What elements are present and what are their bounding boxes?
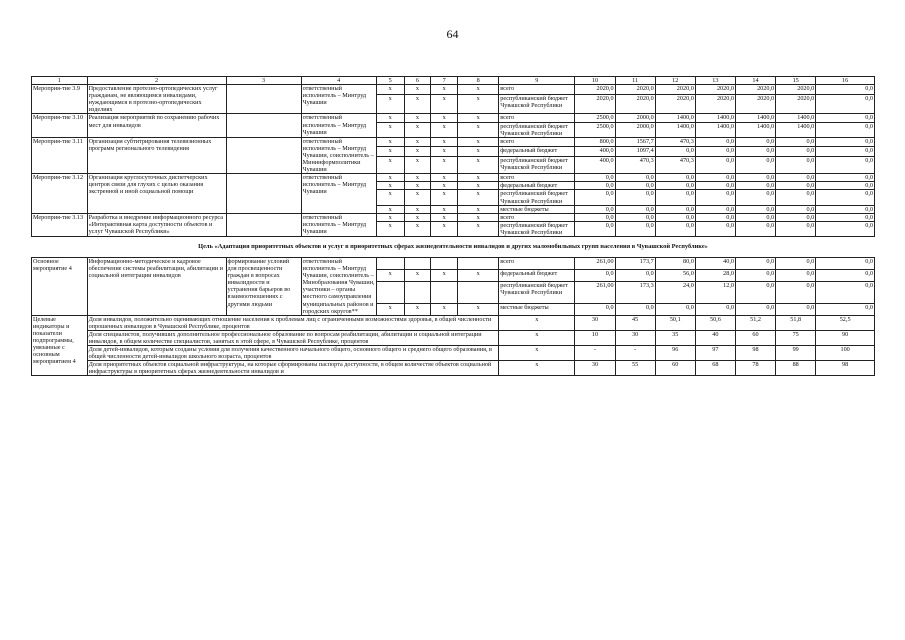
funding-source: федеральный бюджет (499, 147, 575, 156)
code-cell: х (431, 156, 458, 174)
value-cell: 0,0 (816, 137, 875, 146)
main-event-responsible: ответственный исполнитель – Минтруд Чувашии, соисполнитель – Минобразования Чувашии, участники – органы местного самоуправления муниципальных районов и городских округов** (302, 257, 375, 315)
code-cell: х (404, 85, 431, 95)
value-cell: 0,0 (615, 205, 655, 213)
indicator-value: 10 (575, 330, 615, 345)
value-cell: 0,0 (575, 303, 615, 315)
funding-source: республиканский бюджет Чувашской Республики (499, 281, 575, 303)
value-cell: 0,0 (776, 269, 816, 281)
indicator-value: 98 (816, 361, 875, 376)
column-number-3: 3 (226, 77, 301, 85)
code-cell: х (376, 114, 404, 122)
value-cell: 2020,0 (735, 85, 775, 95)
value-cell: 2020,0 (615, 85, 655, 95)
value-cell: 0,0 (695, 190, 735, 205)
code-cell (404, 257, 431, 269)
value-cell: 0,0 (655, 182, 695, 190)
code-cell (376, 281, 404, 303)
funding-source: республиканский бюджет Чувашской Республики (499, 95, 575, 114)
event-goal (226, 174, 301, 213)
code-cell: х (376, 122, 404, 137)
code-cell: х (458, 303, 499, 315)
indicator-value: 78 (735, 361, 775, 376)
code-cell: х (458, 205, 499, 213)
funding-source: республиканский бюджет Чувашской Республики (499, 221, 575, 236)
code-cell: х (458, 147, 499, 156)
value-cell: 0,0 (695, 221, 735, 236)
value-cell: 0,0 (735, 213, 775, 221)
indicator-row (32, 315, 875, 330)
value-cell: 0,0 (575, 213, 615, 221)
value-cell: 80,0 (655, 257, 695, 269)
column-number-5: 5 (376, 77, 404, 85)
code-cell: х (376, 95, 404, 114)
value-cell: 0,0 (575, 269, 615, 281)
code-cell: х (404, 182, 431, 190)
indicator-value: - (575, 346, 615, 361)
value-cell: 0,0 (816, 269, 875, 281)
value-cell: 0,0 (575, 174, 615, 182)
code-cell: х (404, 95, 431, 114)
funding-source: республиканский бюджет Чувашской Республики (499, 156, 575, 174)
value-cell: 12,0 (695, 281, 735, 303)
value-cell: 0,0 (776, 303, 816, 315)
column-number-6: 6 (404, 77, 431, 85)
indicator-value: 60 (655, 361, 695, 376)
indicator-value: 51,8 (776, 315, 816, 330)
column-number-13: 13 (695, 77, 735, 85)
code-cell (431, 257, 458, 269)
indicator-row (32, 361, 875, 376)
value-cell: 0,0 (695, 156, 735, 174)
code-cell: х (458, 174, 499, 182)
indicator-value: 88 (776, 361, 816, 376)
value-cell: 0,0 (816, 221, 875, 236)
value-cell: 2020,0 (735, 95, 775, 114)
code-cell: х (404, 205, 431, 213)
value-cell: 2020,0 (695, 95, 735, 114)
value-cell: 0,0 (575, 190, 615, 205)
indicator-value: 35 (655, 330, 695, 345)
code-cell: х (404, 147, 431, 156)
code-cell: х (431, 269, 458, 281)
main-event-name: Информационно-методическое и кадровое обеспечение системы реабилитации, абилитации и социальной интеграции инвалидов (87, 257, 226, 315)
indicator-value: 100 (816, 346, 875, 361)
indicator-value: 50,6 (695, 315, 735, 330)
funding-source: местные бюджеты (499, 303, 575, 315)
column-number-16: 16 (816, 77, 875, 85)
event-row (32, 137, 875, 146)
value-cell: 0,0 (816, 147, 875, 156)
value-cell: 0,0 (735, 205, 775, 213)
indicator-value: 99 (776, 346, 816, 361)
main-event-goal: формирование условий для просвещенности граждан в вопросах инвалидности и устранения барьеров во взаимоотношениях с другими людьми (226, 257, 301, 315)
value-cell: 2020,0 (615, 95, 655, 114)
funding-source: федеральный бюджет (499, 269, 575, 281)
column-number-11: 11 (615, 77, 655, 85)
value-cell: 0,0 (735, 174, 775, 182)
column-number-9: 9 (499, 77, 575, 85)
page-number: 64 (446, 27, 459, 41)
event-goal (226, 114, 301, 137)
indicator-text: Доля приоритетных объектов социальной инфраструктуры, на которые сформированы паспорта доступности, в общем количестве объектов социальной инфраструктуры в приоритетных сферах жизнедеятельности инвалидов и (87, 361, 499, 376)
budget-table (31, 76, 875, 376)
code-cell: х (431, 174, 458, 182)
event-responsible: ответственный исполнитель – Минтруд Чувашии (301, 85, 376, 114)
code-cell: х (431, 182, 458, 190)
column-number-4: 4 (301, 77, 376, 85)
code-cell: х (458, 221, 499, 236)
event-goal (226, 85, 301, 114)
value-cell: 2020,0 (695, 85, 735, 95)
code-cell: х (404, 156, 431, 174)
main-event-code: Основное мероприятие 4 (32, 257, 88, 315)
value-cell: 0,0 (816, 85, 875, 95)
indicator-value: 52,5 (816, 315, 875, 330)
code-cell: х (404, 213, 431, 221)
value-cell: 0,0 (816, 281, 875, 303)
code-cell: х (404, 122, 431, 137)
code-cell (458, 257, 499, 269)
indicator-value: 68 (695, 361, 735, 376)
code-cell (376, 257, 404, 269)
goal-title: Цель «Адаптация приоритетных объектов и услуг в приоритетных сферах жизнедеятельности инвалидов и других маломобильных групп населения в Чувашской Республике» (32, 236, 875, 257)
indicator-value: 55 (615, 361, 655, 376)
value-cell: 0,0 (776, 182, 816, 190)
value-cell: 0,0 (655, 147, 695, 156)
value-cell: 0,0 (776, 213, 816, 221)
value-cell: 0,0 (776, 156, 816, 174)
value-cell: 0,0 (735, 190, 775, 205)
value-cell: 261,00 (575, 281, 615, 303)
indicator-value: 96 (655, 346, 695, 361)
value-cell: 0,0 (816, 205, 875, 213)
value-cell: 1400,0 (655, 122, 695, 137)
value-cell: 2500,0 (575, 114, 615, 122)
value-cell: 470,3 (655, 137, 695, 146)
value-cell: 261,00 (575, 257, 615, 269)
value-cell: 1400,0 (776, 122, 816, 137)
funding-source: республиканский бюджет Чувашской Республики (499, 190, 575, 205)
indicator-value: 90 (816, 330, 875, 345)
value-cell: 470,3 (615, 156, 655, 174)
code-cell: х (431, 190, 458, 205)
indicator-row (32, 330, 875, 345)
header-row (32, 77, 875, 85)
value-cell: 0,0 (816, 257, 875, 269)
indicator-value: 40 (695, 330, 735, 345)
value-cell: 2020,0 (655, 85, 695, 95)
value-cell: 1567,7 (615, 137, 655, 146)
indicator-code: х (499, 315, 575, 330)
code-cell: х (404, 114, 431, 122)
value-cell: 1097,4 (615, 147, 655, 156)
value-cell: 0,0 (615, 182, 655, 190)
code-cell: х (431, 85, 458, 95)
value-cell: 0,0 (695, 137, 735, 146)
value-cell: 2020,0 (575, 85, 615, 95)
indicator-value: 30 (575, 361, 615, 376)
code-cell (404, 281, 431, 303)
value-cell: 0,0 (615, 221, 655, 236)
event-goal (226, 137, 301, 173)
funding-source: местные бюджеты (499, 205, 575, 213)
value-cell: 0,0 (776, 205, 816, 213)
code-cell: х (404, 137, 431, 146)
indicator-value: - (615, 346, 655, 361)
value-cell: 56,0 (655, 269, 695, 281)
value-cell: 0,0 (615, 190, 655, 205)
value-cell: 2020,0 (776, 85, 816, 95)
indicator-value: 30 (575, 315, 615, 330)
value-cell: 2020,0 (575, 95, 615, 114)
indicator-value: 97 (695, 346, 735, 361)
value-cell: 0,0 (575, 205, 615, 213)
value-cell: 0,0 (776, 190, 816, 205)
value-cell: 0,0 (735, 137, 775, 146)
code-cell: х (376, 221, 404, 236)
value-cell: 2500,0 (575, 122, 615, 137)
value-cell: 0,0 (735, 281, 775, 303)
event-goal (226, 213, 301, 236)
goal-row (32, 236, 875, 257)
value-cell: 0,0 (695, 147, 735, 156)
code-cell: х (376, 205, 404, 213)
value-cell: 2020,0 (776, 95, 816, 114)
event-responsible: ответственный исполнитель – Минтруд Чувашии (301, 213, 376, 236)
code-cell: х (404, 190, 431, 205)
code-cell: х (376, 137, 404, 146)
value-cell: 0,0 (695, 303, 735, 315)
event-code: Мероприя-тие 3.11 (32, 137, 88, 173)
event-responsible: ответственный исполнитель – Минтруд Чувашии (301, 114, 376, 137)
value-cell: 0,0 (816, 114, 875, 122)
code-cell: х (431, 213, 458, 221)
value-cell: 0,0 (655, 303, 695, 315)
value-cell: 0,0 (735, 156, 775, 174)
code-cell: х (431, 303, 458, 315)
value-cell: 0,0 (655, 174, 695, 182)
value-cell: 0,0 (735, 257, 775, 269)
code-cell: х (458, 269, 499, 281)
event-code: Мероприя-тие 3.9 (32, 85, 88, 114)
funding-source: всего (499, 85, 575, 95)
value-cell: 0,0 (735, 221, 775, 236)
code-cell: х (458, 213, 499, 221)
value-cell: 0,0 (575, 221, 615, 236)
value-cell: 28,0 (695, 269, 735, 281)
value-cell: 2000,0 (615, 114, 655, 122)
indicator-code: х (499, 346, 575, 361)
value-cell: 470,3 (655, 156, 695, 174)
value-cell: 0,0 (776, 174, 816, 182)
value-cell: 2000,0 (615, 122, 655, 137)
value-cell: 0,0 (816, 190, 875, 205)
code-cell: х (458, 137, 499, 146)
event-row (32, 213, 875, 221)
event-code: Мероприя-тие 3.10 (32, 114, 88, 137)
column-number-15: 15 (776, 77, 816, 85)
indicators-label: Целевые индикаторы и показатели подпрограммы, увязанные с основным мероприятием 4 (32, 315, 88, 376)
event-code: Мероприя-тие 3.12 (32, 174, 88, 213)
event-code: Мероприя-тие 3.13 (32, 213, 88, 236)
value-cell: 0,0 (776, 147, 816, 156)
indicator-code: х (499, 361, 575, 376)
column-number-2: 2 (87, 77, 226, 85)
indicator-value: 60 (735, 330, 775, 345)
value-cell: 0,0 (776, 137, 816, 146)
value-cell: 0,0 (816, 122, 875, 137)
funding-source: республиканский бюджет Чувашской Республики (499, 122, 575, 137)
code-cell: х (458, 122, 499, 137)
value-cell: 0,0 (655, 190, 695, 205)
indicator-value: 45 (615, 315, 655, 330)
value-cell: 0,0 (776, 281, 816, 303)
code-cell: х (458, 95, 499, 114)
value-cell: 0,0 (655, 205, 695, 213)
event-row (32, 114, 875, 122)
code-cell: х (404, 221, 431, 236)
value-cell: 1400,0 (735, 114, 775, 122)
code-cell: х (458, 85, 499, 95)
column-number-8: 8 (458, 77, 499, 85)
code-cell: х (376, 147, 404, 156)
value-cell: 0,0 (615, 269, 655, 281)
indicator-value: 75 (776, 330, 816, 345)
indicator-value: 30 (615, 330, 655, 345)
code-cell: х (404, 174, 431, 182)
main-event-row (32, 257, 875, 269)
value-cell: 0,0 (655, 213, 695, 221)
value-cell: 1400,0 (776, 114, 816, 122)
value-cell: 0,0 (695, 174, 735, 182)
code-cell: х (376, 174, 404, 182)
value-cell: 0,0 (655, 221, 695, 236)
value-cell: 173,7 (615, 257, 655, 269)
code-cell: х (458, 156, 499, 174)
value-cell: 173,3 (615, 281, 655, 303)
funding-source: всего (499, 137, 575, 146)
value-cell: 40,0 (695, 257, 735, 269)
indicator-text: Доля специалистов, получивших дополнительное профессиональное образование по вопросам реабилитации, абилитации и социальной интеграции инвалидов, в общем количестве специалистов, занятых в этой сфере, в Чувашской Республике, процентов (87, 330, 499, 345)
value-cell: 1400,0 (655, 114, 695, 122)
code-cell: х (458, 182, 499, 190)
code-cell: х (431, 147, 458, 156)
value-cell: 24,0 (655, 281, 695, 303)
code-cell: х (431, 137, 458, 146)
code-cell: х (431, 205, 458, 213)
code-cell: х (458, 190, 499, 205)
indicator-text: Доля детей-инвалидов, которым созданы условия для получения качественного начального общего, основного общего и среднего общего образования, в общей численности детей-инвалидов школьного возраста, процентов (87, 346, 499, 361)
value-cell: 800,0 (575, 137, 615, 146)
value-cell: 400,0 (575, 156, 615, 174)
code-cell: х (376, 269, 404, 281)
indicator-code: х (499, 330, 575, 345)
code-cell: х (404, 303, 431, 315)
event-name: Реализация мероприятий по сохранению рабочих мест для инвалидов (87, 114, 226, 137)
value-cell: 0,0 (735, 269, 775, 281)
column-number-7: 7 (431, 77, 458, 85)
code-cell: х (376, 182, 404, 190)
code-cell: х (431, 122, 458, 137)
funding-source: федеральный бюджет (499, 182, 575, 190)
value-cell: 0,0 (776, 257, 816, 269)
indicator-row (32, 346, 875, 361)
funding-source: всего (499, 114, 575, 122)
indicator-value: 50,1 (655, 315, 695, 330)
code-cell: х (431, 95, 458, 114)
indicator-value: 51,2 (735, 315, 775, 330)
value-cell: 0,0 (695, 182, 735, 190)
column-number-1: 1 (32, 77, 88, 85)
code-cell: х (458, 114, 499, 122)
value-cell: 0,0 (575, 182, 615, 190)
event-name: Разработка и внедрение информационного ресурса «Интерактивная карта доступности объектов и услуг Чувашской Республики» (87, 213, 226, 236)
code-cell: х (404, 269, 431, 281)
code-cell: х (376, 190, 404, 205)
value-cell: 0,0 (816, 156, 875, 174)
column-number-14: 14 (735, 77, 775, 85)
code-cell (431, 281, 458, 303)
column-number-12: 12 (655, 77, 695, 85)
indicator-text: Доля инвалидов, положительно оценивающих отношение населения к проблемам лиц с ограниченными возможностями здоровья, в общей численности опрошенных инвалидов в Чувашской Республике, процентов (87, 315, 499, 330)
value-cell: 1400,0 (735, 122, 775, 137)
column-number-10: 10 (575, 77, 615, 85)
value-cell: 0,0 (816, 303, 875, 315)
funding-source: всего (499, 213, 575, 221)
event-row (32, 174, 875, 182)
value-cell: 0,0 (735, 303, 775, 315)
value-cell: 1400,0 (695, 122, 735, 137)
code-cell: х (431, 114, 458, 122)
funding-source: всего (499, 174, 575, 182)
code-cell: х (431, 221, 458, 236)
value-cell: 0,0 (816, 174, 875, 182)
value-cell: 0,0 (816, 213, 875, 221)
value-cell: 0,0 (816, 182, 875, 190)
value-cell: 0,0 (816, 95, 875, 114)
value-cell: 400,0 (575, 147, 615, 156)
event-name: Предоставление протезно-ортопедических услуг гражданам, не являющимся инвалидами, нуждающимся в протезно-ортопедических изделиях (87, 85, 226, 114)
value-cell: 0,0 (615, 213, 655, 221)
value-cell: 0,0 (615, 303, 655, 315)
value-cell: 0,0 (695, 213, 735, 221)
code-cell: х (376, 213, 404, 221)
code-cell: х (376, 156, 404, 174)
value-cell: 0,0 (735, 182, 775, 190)
value-cell: 2020,0 (655, 95, 695, 114)
value-cell: 0,0 (776, 221, 816, 236)
funding-source: всего (499, 257, 575, 269)
event-responsible: ответственный исполнитель – Минтруд Чувашии, соисполнитель – Мининформполитики Чувашии (301, 137, 376, 173)
value-cell: 1400,0 (695, 114, 735, 122)
code-cell: х (376, 303, 404, 315)
event-responsible: ответственный исполнитель – Минтруд Чувашии (301, 174, 376, 213)
event-row (32, 85, 875, 95)
value-cell: 0,0 (735, 147, 775, 156)
event-name: Организация круглосуточных диспетчерских центров связи для глухих с целью оказания экстренной и иной социальной помощи (87, 174, 226, 213)
event-name: Организация субтитрирования телевизионных программ регионального телевидения (87, 137, 226, 173)
code-cell (458, 281, 499, 303)
indicator-value: 98 (735, 346, 775, 361)
value-cell: 0,0 (615, 174, 655, 182)
value-cell: 0,0 (695, 205, 735, 213)
code-cell: х (376, 85, 404, 95)
